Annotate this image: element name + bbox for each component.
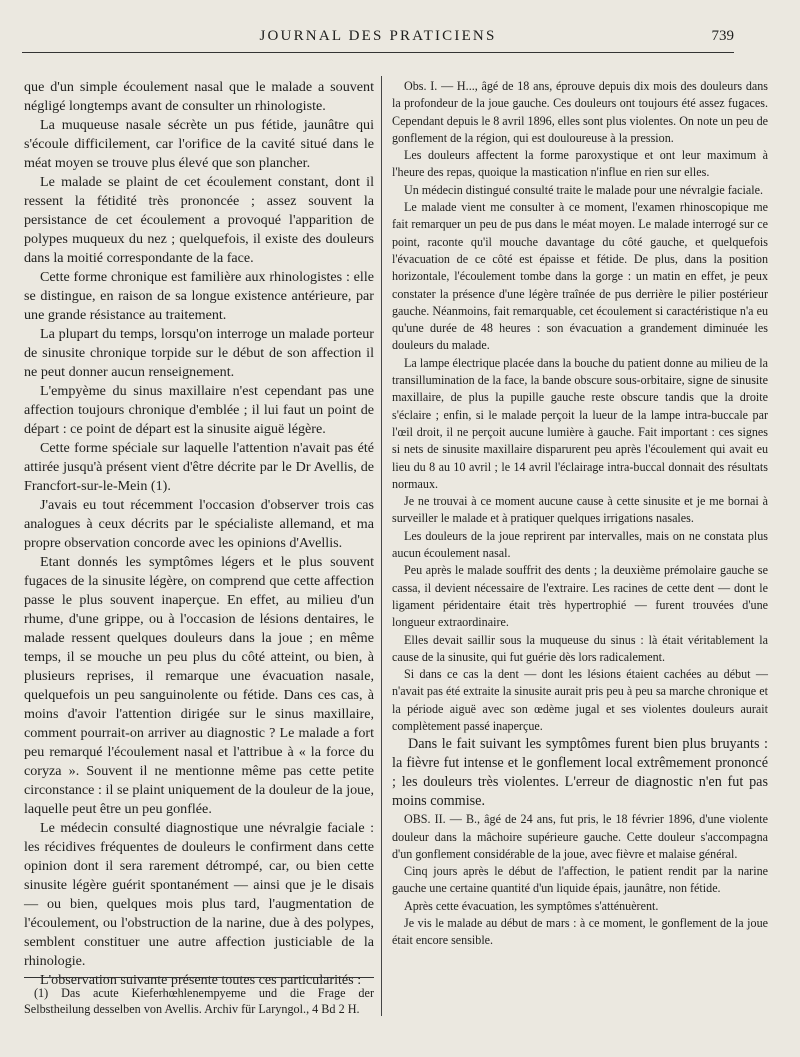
paragraph: Cette forme chronique est familière aux rhinologistes : elle se distingue, en raison de sa longue existence antérieure, par une grande résistance au traitement. — [24, 269, 374, 323]
paragraph: que d'un simple écoulement nasal que le malade a souvent négligé longtemps avant de consulter un rhinologiste. — [24, 79, 374, 114]
paragraph: Je vis le malade au début de mars : à ce moment, le gonflement de la joue était encore sensible. — [392, 916, 768, 948]
paragraph: Dans le fait suivant les symptômes furent bien plus bruyants : la fièvre fut intense et le gonflement local extrêmement prononcé ; les douleurs très violentes. L'erreur de diagnostic n'en fut pas moins commise. — [392, 736, 768, 810]
paragraph: Après cette évacuation, les symptômes s'atténuèrent. — [404, 898, 659, 913]
paragraph: Obs. I. — H..., âgé de 18 ans, éprouve depuis dix mois des douleurs dans la profondeur de la joue gauche. Ces douleurs ont toujours été assez fugaces. Cependant depuis le 8 avril 1896, elles sont plus violentes. On note un peu de gonflement de la région, qui est douloureuse à la pression. — [392, 79, 768, 145]
page-header — [22, 28, 734, 50]
footnote-rule — [24, 977, 374, 978]
paragraph: Etant donnés les symptômes légers et le plus souvent fugaces de la sinusite légère, on comprend que cette affection passe le plus souvent inaperçue. En effet, au milieu d'un rhume, d'une grippe, ou à l'occasion de lésions dentaires, le malade ressent quelques douleurs dans la joue ; en même temps, il se mouche un peu plus du côté atteint, ou bien, à plusieurs reprises, il remarque une évacuation nasale, quelquefois un peu sanguinolente ou fétide. Dans ces cas, à moins d'avoir l'attention dirigée sur le sinus maxillaire, comment pourrait-on arriver au diagnostic ? Le malade a fort peu remarqué l'écoulement nasal et l'attribue à « la force du coryza ». Souvent il ne mentionne même pas cette petite circonstance : il se plaint uniquement de la douleur de la joue, laquelle peut être un peu gonflée. — [24, 554, 374, 817]
paragraph: Peu après le malade souffrit des dents ; la deuxième prémolaire gauche se cassa, il devient nécessaire de l'extraire. Les racines de cette dent — dont le ligament péridentaire était très hypertrophié — furent trouvées d'une longueur extraordinaire. — [392, 563, 768, 630]
paragraph: Elles devait saillir sous la muqueuse du sinus : là était véritablement la cause de la sinusite, qui fut guérie dès lors radicalement. — [392, 632, 768, 664]
paragraph: Si dans ce cas la dent — dont les lésions étaient cachées au début — n'avait pas été extraite la sinusite aurait pris peu à peu sa marche chronique et la période aiguë avec son œdème jugal et ses violentes douleurs aurait complètement passé inaperçue. — [392, 667, 768, 733]
left-column — [24, 78, 374, 990]
paragraph: Cette forme spéciale sur laquelle l'attention n'avait pas été attirée jusqu'à présent vient d'être décrite par le Dr Avellis, de Francfort-sur-le-Mein (1). — [24, 440, 374, 494]
page-number: 739 — [711, 28, 734, 44]
paragraph: Un médecin distingué consulté traite le malade pour une névralgie faciale. — [404, 182, 763, 197]
paragraph: J'avais eu tout récemment l'occasion d'observer trois cas analogues à ceux décrits par le spécialiste allemand, et ma propre observation concorde avec les opinions d'Avellis. — [24, 497, 374, 551]
paragraph: La lampe électrique placée dans la bouche du patient donne au milieu de la transillumination de la face, la bande obscure sous-orbitaire, signe de sinusite maxillaire, de plus la pupille gauche reste obscure tandis que la droite s'éclaire ; enfin, si le malade perçoit la lueur de la lampe intra-buccale par l'œil droit, il ne perçoit aucune lumière à gauche. Fait important : ces signes si nets de sinusite maxillaire disparurent peu après l'écoulement qui avait eu lieu du 8 au 10 avril ; le 14 avril l'éclairage intra-buccal donnait des résultats normaux. — [392, 355, 768, 491]
paragraph: Cinq jours après le début de l'affection, le patient rendit par la narine gauche une certaine quantité d'un liquide épais, jaunâtre, non fétide. — [392, 864, 768, 896]
paragraph: Le médecin consulté diagnostique une névralgie faciale : les récidives fréquentes de douleurs le confirment dans cette opinion dont il sera rarement détrompé, car, ou bien cette sinusite légère guérit spontanément — ainsi que je le disais — ou bien, quelques mois plus tard, l'augmentation de l'écoulement, ou l'obstruction de la narine, due à des polypes, semblent constituer une autre affection justiciable de la rhinologie. — [24, 820, 374, 969]
paragraph: Je ne trouvai à ce moment aucune cause à cette sinusite et je me bornai à surveiller le malade et à pratiquer quelques irrigations nasales. — [392, 494, 768, 526]
paragraph: Le malade vient me consulter à ce moment, l'examen rhinoscopique me fait remarquer un peu de pus dans le méat moyen. Le malade interrogé sur ce point, raconte qu'il mouche davantage du côté gauche, et quelquefois l'évacuation de ce côté est épaisse et fétide. De plus, dans la position horizontale, l'écoulement tombe dans la gorge : un matin en effet, je peux constater la présence d'une légère traînée de pus derrière le pilier postérieur gauche. Néanmoins, fait remarquable, cet écoulement si caractéristique n'a eu qu'une durée de 48 heures : son évacuation a grandement diminuée les douleurs du malade. — [392, 200, 768, 353]
paragraph: Les douleurs affectent la forme paroxystique et ont leur maximum à l'heure des repas, quoique la mastication n'influe en rien sur elles. — [392, 148, 768, 180]
paragraph: L'observation suivante présente toutes ces particularités : — [40, 972, 362, 988]
paragraph: La muqueuse nasale sécrète un pus fétide, jaunâtre qui s'écoule difficilement, car l'orifice de la cavité situé dans le méat moyen se trouve plus élevé que son plancher. — [24, 117, 374, 171]
footnote-text: (1) Das acute Kieferhœhlenempyeme und die Frage der Selbstheilung desselben von Avellis. Archiv für Laryngol., 4 Bd 2 H. — [24, 986, 374, 1016]
paragraph: Le malade se plaint de cet écoulement constant, dont il ressent la fétidité très prononcée ; assez souvent la persistance de cet écoulement a provoqué l'apparition de polypes muqueux du nez ; quelquefois, il existe des douleurs dans la moitié correspondante de la face. — [24, 174, 374, 266]
paragraph: OBS. II. — B., âgé de 24 ans, fut pris, le 18 février 1896, d'une violente douleur dans la mâchoire supérieure gauche. Cette douleur s'accompagna d'un gonflement considérable de la joue, avec fièvre et malaise général. — [392, 812, 768, 861]
paragraph: L'empyème du sinus maxillaire n'est cependant pas une affection toujours chronique d'emblée ; il lui faut un point de départ : ce point de départ est la sinusite aiguë légère. — [24, 383, 374, 437]
header-rule — [22, 52, 734, 53]
footnote — [24, 985, 374, 1017]
column-divider — [381, 76, 382, 1016]
paragraph: Les douleurs de la joue reprirent par intervalles, mais on ne constata plus aucun écoulement nasal. — [392, 528, 768, 561]
paragraph: La plupart du temps, lorsqu'on interroge un malade porteur de sinusite chronique torpide sur le début de son affection il ne peut donner aucun renseignement. — [24, 326, 374, 380]
running-title: JOURNAL DES PRATICIENS — [259, 28, 497, 44]
right-column — [392, 78, 768, 950]
